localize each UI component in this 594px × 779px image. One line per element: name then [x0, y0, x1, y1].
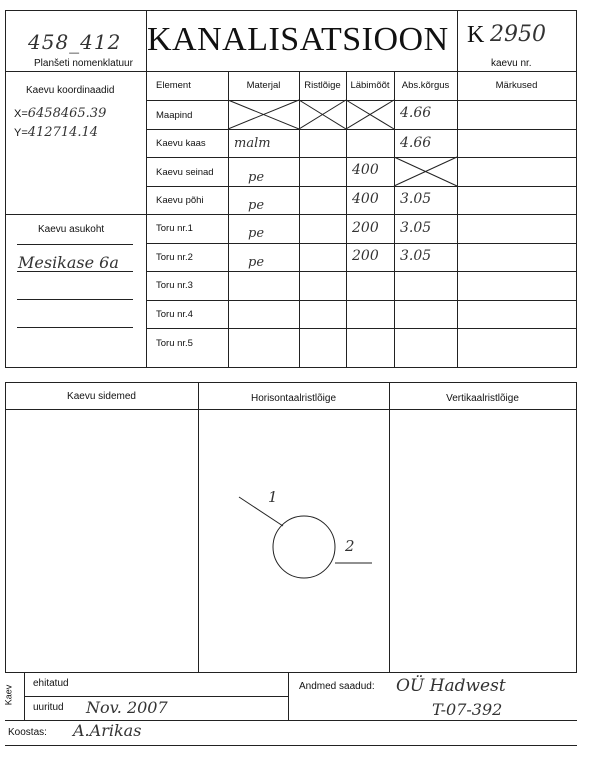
row-abs: 4.66	[400, 105, 432, 121]
row-element: Toru nr.3	[156, 280, 193, 291]
row-abs: 3.05	[400, 248, 432, 264]
row-element: Kaevu kaas	[156, 138, 206, 149]
row-labimoot: 400	[352, 191, 379, 207]
row-element: Kaevu seinad	[156, 167, 214, 178]
col-header-ristloige: Ristlõige	[304, 80, 341, 91]
row-materjal: pe	[248, 226, 265, 241]
coords-label: Kaevu koordinaadid	[26, 85, 115, 96]
data-from-label: Andmed saadud:	[299, 681, 375, 692]
links-section-title: Kaevu sidemed	[67, 391, 136, 402]
row-abs: 4.66	[400, 135, 432, 151]
well-number-label: kaevu nr.	[491, 58, 532, 69]
coord-y	[14, 125, 98, 140]
horizontal-section-title: Horisontaalristlõige	[250, 393, 337, 404]
location-value: Mesikase 6a	[18, 253, 119, 272]
compiled-label: Koostas:	[8, 727, 47, 738]
row-element: Toru nr.2	[156, 252, 193, 263]
coord-x-value: 6458465.39	[27, 106, 107, 121]
row-element: Toru nr.5	[156, 338, 193, 349]
row-abs: 3.05	[400, 220, 432, 236]
coord-x-prefix: X=	[14, 108, 28, 120]
row-abs: 3.05	[400, 191, 432, 207]
well-prefix: K	[467, 22, 485, 48]
row-element: Maapind	[156, 110, 193, 121]
built-label: ehitatud	[33, 678, 69, 689]
kaev-label: Kaev	[3, 684, 14, 706]
row-labimoot: 200	[352, 220, 379, 236]
row-element: Toru nr.1	[156, 223, 193, 234]
row-materjal: pe	[248, 255, 265, 270]
sheet-number-label: Planšeti nomenklatuur	[34, 58, 133, 69]
row-labimoot: 400	[352, 162, 379, 178]
compiled-value: A.Arikas	[73, 721, 142, 740]
data-from-value: OÜ Hadwest	[396, 676, 506, 696]
surveyed-label: uuritud	[33, 702, 64, 713]
row-materjal: pe	[248, 198, 265, 213]
pipe-1-label: 1	[268, 488, 278, 506]
row-materjal: malm	[234, 136, 271, 151]
surveyed-value: Nov. 2007	[86, 698, 168, 717]
coord-y-value: 412714.14	[27, 125, 99, 140]
col-header-abs: Abs.kõrgus	[401, 80, 450, 91]
coord-y-prefix: Y=	[14, 127, 28, 139]
col-header-markused: Märkused	[495, 80, 538, 91]
sheet-number-value: 458_412	[28, 30, 122, 54]
coord-x	[14, 106, 106, 121]
col-header-materjal: Materjal	[246, 80, 281, 91]
data-from-ref: T-07-392	[432, 700, 503, 719]
col-header-labimoot: Läbimõõt	[350, 80, 390, 91]
row-labimoot: 200	[352, 248, 379, 264]
col-header-element: Element	[156, 80, 191, 91]
row-materjal: pe	[248, 170, 265, 185]
well-number-value: 2950	[490, 22, 546, 47]
pipe-2-label: 2	[345, 537, 355, 555]
location-label: Kaevu asukoht	[38, 224, 105, 235]
document-title: KANALISATSIOON	[147, 21, 449, 58]
row-element: Toru nr.4	[156, 309, 193, 320]
row-element: Kaevu põhi	[156, 195, 204, 206]
vertical-section-title: Vertikaalristlõige	[446, 393, 519, 404]
